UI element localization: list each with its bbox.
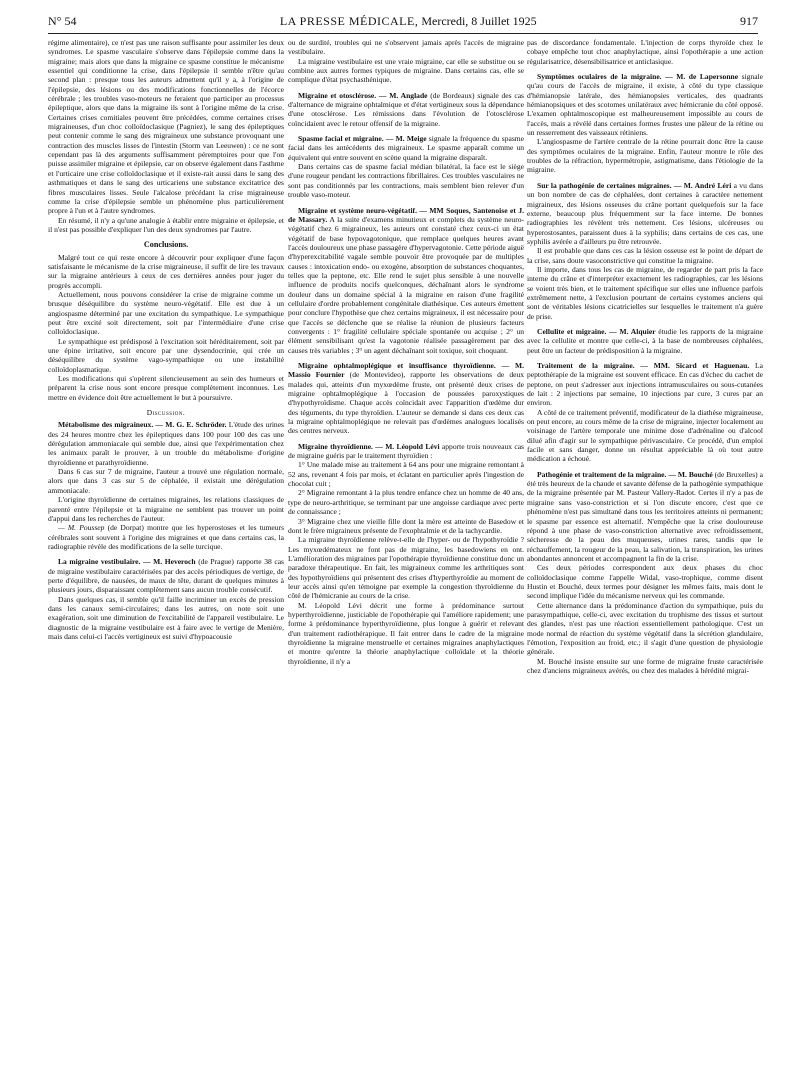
paragraph: M. Bouché insiste ensuite sur une forme de migraine fruste caractérisée chez d'anciens migraineux avérés, ou chez des malades à hérédité migrai- [527,656,763,675]
paragraph: M. Léopold Lévi décrit une forme à prédominance surtout hyperthyroïdienne, justiciable de l'opothérapie qui l'améliore rapidement; une forme à prédominance hyperthyroïdienne, plus longue à guérir et relevant d'un traitement radiothérapique. Il fait entrer dans le cadre de la migraine thyroïdienne la migraine menstruelle et certaines migraines anaphylactiques et montre qu'entre la théorie anaphylactique colloïdale et la théorie thyroïdienne, il n'y a [288,600,524,666]
paragraph: Cette alternance dans la prédominance d'action du sympathique, puis du parasympathique, celle-ci, avec excitation du trophisme des tissus et surtout des glandes, n'est pas une réaction essentiellement pathologique. C'est un mode normal de réaction du système végétatif dans la sécrétion glandulaire, l'émotion, l'exposition au froid, etc.; il s'agit d'une question de physiologie générale. [527,600,763,657]
paragraph: Dans certains cas de spasme facial médian bilatéral, la face est le siège d'une rougeur pendant les contractions fibrillaires. Ces troubles vasculaires ne sont pas conditionnés par les contractions, mais semblent bien relever d'un trouble vaso-moteur. [288,162,524,200]
paragraph-lead: Traitement de la migraine. — MM. Sicard et Haguenau. [537,361,750,370]
paragraph-lead: Spasme facial et migraine. — M. Meige [298,134,427,144]
paragraph-lead: La migraine vestibulaire. — M. Heveroch [58,557,196,567]
paragraph-lead: — M. Poussep [58,523,105,533]
journal-title: LA PRESSE MÉDICALE, [279,14,419,28]
paragraph: 1° Une malade mise au traitement à 64 ans pour une migraine remontant à 52 ans, revenant 4 fois par mois, et éclatant en particulier après l'ingestion de chocolat cuit ; [288,460,524,489]
paragraph: pas de discordance fondamentale. L'injection de corps thyroïde chez le cobaye empêche tout choc anaphylactique, ainsi l'opothérapie a une action régularisatrice, désensibilisatrice et anticlasique. [527,38,763,66]
paragraph [48,523,284,551]
paragraph [527,327,763,355]
paragraph: Le sympathique est prédisposé à l'excitation soit héréditairement, soit par une épine irritative, soit encore par une dysendocrinie, qui crée un déséquilibre du système vago-sympathique ou une instabilité colloïdoplasmatique. [48,336,284,374]
paragraph-body: (de Dorpat) montre que les hyperostoses et les tumeurs cérébrales sont souvent à l'origine des migraines et que dans certains cas, la radiographie révèle des modifications de la selle turcique. [48,523,285,551]
paragraph-body: A la suite d'examens minutieux et complets du système neuro-végétatif chez 6 migraineux, les auteurs ont constaté chez ceux-ci un état végétatif de base hypovagotonique, que remplace quelques heures avant l'accès douloureux une phase passagère d'hypervagotonie. Cette période aiguë d'hyperexcitabilité vagale semble pouvoir être provoquée par de multiples causes : intoxication endo- ou exogène, absorption de substances choquantes, telles que la peptone, etc. Elle rend le sujet plus sensible à une nouvelle influence de produits nocifs quelconques, déchaînant alors le syndrome douleur dans un domaine spécial à la migraine en raison d'une fragilité cellulaire d'ordre probablement congénitale diathésique. Ces auteurs émettent pour conclure l'hypothèse que chez certains migraineux, il est nécessaire pour que l'accès se déclenche que se réalise la réunion de plusieurs facteurs convergents : 1° fragilité cellulaire spéciale spontanée ou acquise ; 2° un élément sensibilisant qu'est la vagotonie réalisée passagèrement par des causes très variables ; 3° un agent déchaînant soit toxique, soit choquant. [288,214,525,355]
issue-date: Mercredi, 8 Juillet 1925 [421,14,537,28]
page-number: 917 [739,14,758,28]
paragraph [527,181,763,246]
journal-title-line [280,14,537,29]
paragraph-lead: Migraine thyroïdienne. — M. Léopold Lévi [298,441,440,451]
paragraph: Dans 6 cas sur 7 de migraine, l'auteur a trouvé une régulation normale, alors que dans 3 cas sur 5 de céphalée, il existait une dérégulation ammoniacale. [48,467,284,495]
paragraph: L'origine thyroïdienne de certaines migraines, les relations classiques de parenté entre l'épilepsie et la migraine ne semblent pas trouver un point d'appui dans les recherches de l'auteur. [48,495,284,523]
paragraph-lead: Métabolisme des migraineux. — M. G. E. Schröder. [58,420,227,430]
paragraph-lead: Symptômes oculaires de la migraine. — M. de Lapersonne [537,72,739,82]
paragraph: Ces deux périodes correspondent aux deux phases du choc colloïdoclasique comme l'appelle Widal, vaso-trophique, comme disent Hustin et Bouché, deux termes pour désigner les mêmes faits, mais dont le second implique l'idée du mécanisme nerveux qui les commande. [527,563,763,601]
paragraph-lead: Migraine et otosclérose. — M. Anglade [298,90,428,100]
paragraph-body: La peptothérapie de la migraine est souvent efficace. En cas d'échec du cachet de peptone, on peut s'adresser aux injections intramusculaires ou sous-cutanées de lait : 2 injections par semaine, 10 injections par cure, 3 cures par an environ. [527,361,763,408]
paragraph [288,442,524,461]
paragraph-lead: Sur la pathogénie de certaines migraines. — M. André Léri [537,180,732,190]
issue-number: N° 54 [48,14,77,28]
column-2 [288,38,524,666]
paragraph: A côté de ce traitement préventif, modificateur de la diathèse migraineuse, on peut encore, au cours même de la crise de migraine, injecter localement au voisinage de l'artère temporale une minime dose d'adrénaline ou d'alcool dilué afin d'agir sur le sympathique périvasculaire. Ce procédé, d'un emploi facile et sans danger, donne un résultat appréciable là où tout autre médication a échoué. [527,407,763,464]
paragraph [527,72,763,137]
paragraph [288,206,524,356]
paragraph-body: étudie les rapports de la migraine avec la cellulite et montre que celle-ci, à la base de nombreuses céphalées, peut être un facteur de prédisposition à la migraine. [527,326,763,355]
paragraph: 2° Migraine remontant à la plus tendre enfance chez un homme de 40 ans, type de neuro-arthritique, se terminant par une angoisse cardiaque avec perte de connaissance ; [288,488,524,517]
paragraph [288,361,524,436]
paragraph [288,91,524,128]
paragraph: régime alimentaire), ce n'est pas une raison suffisante pour assimiler les deux syndromes. Le spasme vasculaire s'observe dans l'épilepsie comme dans la migraine; mais alors que dans la migraine ce spasme constitue le mécanisme essentiel qui conditionne la crise, dans l'épilepsie il semble n'être qu'au second plan : presque tous les auteurs admettent qu'il y a, à l'origine de l'épilepsie, des lésions ou des modifications fonctionnelles de l'écorce cérébrale ; les troubles vaso-moteurs ne feraient que participer au processus épileptique, alors que dans la migraine ils sont à l'origine même de la crise. Certaines crises comitiales peuvent être précédées, comme certaines crises migraineuses, d'un choc colloïdoclasique (Pagniez), le sang des épileptiques peut contenir comme le sang des migraineux une substance provoquant une contraction des muscles lisses de l'intestin (Storm van Leeuwen) : ce ne sont cependant pas là des arguments suffisamment péremptoires pour que l'on puisse assimiler migraine et épilepsie, car on observe également dans l'asthme et l'urticaire une crise colloïdoclasique et il existe-rait aussi dans le sang des asthmatiques et dans le sang des urticariens une substance excitatrice des fibres musculaires lisses. Seule l'alcalose précédant la crise migraineuse comme la crise d'épilepsie semble un phénomène plus particulièrement propre à l'un et à l'autre syndromes. [48,38,284,216]
paragraph: 3° Migraine chez une vieille fille dont la mère est atteinte de Basedow et dont le frère migraineux présente de l'exophtalmie et de la tachycardie. [288,516,524,535]
paragraph-body: (de Bruxelles) a été très heureux de la chaude et savante défense de la pathogénie sympathique de la migraine présentée par M. Pasteur Vallery-Radot. Certes il n'y a pas de migraine sans vaso-constriction et si l'on discute encore, c'est que ce phénomène n'est pas simultané dans tous les territoires atteints ni permanent; le spasme par essence est alternatif. N'empêche que la crise douloureuse répond à une phase de vaso-constriction alternative avec refroidissement, sécheresse de la peau des muqueuses, urines rares, tandis que le réchauffement, la rougeur de la peau, la salivation, la transpiration, les urines abondantes annoncent et accompagnent la fin de la crise. [527,469,763,563]
paragraph: La migraine thyroïdienne relève-t-elle de l'hyper- ou de l'hypothyroïdie ? Les myxœdémateux ne font pas de migraine, les basedowiens en ont. L'amélioration des migraines par l'opothérapie thyroïdienne constitue donc un paradoxe thérapeutique. En fait, les migraineux comme les arthritiques sont des hypothyroïdiens qui présentent des crises d'hyperthyroïdie au moment de leur accès ainsi qu'en témoigne par exemple la congestion thyroïdienne du côté de l'hémicranie au cours de la crise. [288,535,524,601]
paragraph: Dans quelques cas, il semble qu'il faille incriminer un excès de pression dans les canaux semi-circulaires; dans les autres, on note soit une exagération, soit une diminution de l'excitabilité de l'appareil vestibulaire. Le diagnostic de la migraine vestibulaire est à faire avec le vertige de Menière, mais dans celui-ci l'accès vertigineux est suivi d'hypoacousie [48,594,284,641]
paragraph-body: apporte trois nouveaux cas de migraine guéris par le traitement thyroïdien : [288,441,524,461]
paragraph-lead: Migraine et système neuro-végétatif. — MM Soques, Santenoise et J. de Massary. [288,205,524,224]
paragraph-body: (de Bordeaux) signale des cas d'alternance de migraine ophtalmique et d'état vertigineux sous la dépendance d'une otosclérose. Les rémissions dans l'évolution de l'otosclérose coïncidaient avec le retour offensif de la migraine. [288,90,524,128]
column-3 [527,38,763,675]
paragraph [288,134,524,162]
section-heading-discussion: Discussion. [146,408,186,418]
paragraph: L'angiospasme de l'artère centrale de la rétine pourrait donc être la cause des symptômes oculaires de la migraine. Enfin, l'auteur montre le rôle des troubles de la réfraction, hypermétropie, astigmatisme, dans l'étiologie de la migraine. [527,137,763,175]
paragraph-lead: Migraine ophtalmoplégique et insuffisance thyroïdienne. — M. Massio Fournier [288,361,524,380]
paragraph: Actuellement, nous pouvons considérer la crise de migraine comme un brusque déséquilibre du système neuro-végétatif. Elle est due à un angiospasme déterminé par une excitation du sympathique. Le sympathique peut être excité soit directement, soit par l'intermédiaire d'une crise colloïdoclasique. [48,289,284,337]
paragraph-body: (de Montevideo), rapporte les observations de deux malades qui, atteints d'un myxœdème fruste, ont présenté deux crises de migraine ophtalmoplégique à l'occasion de poussées paroxystiques d'hypothyroïdisme. Chaque accès coïncidait avec l'apparition d'œdème dur des téguments, du type thyroïdien. L'auteur se demande si dans ces deux cas la migraine ophtalmoplégique ne relevait pas d'œdèmes analogues localisés des centres nerveux. [288,370,524,436]
section-heading-conclusions: Conclusions. [143,240,189,250]
paragraph-body: a vu dans un bon nombre de cas de céphalées, dont certaines à caractère nettement migraineux, des lésions osseuses du crâne portant quelquefois sur la face externe, beaucoup plus fréquemment sur la face interne. De bonnes radiographies les révèlent très nettement. Ces lésions, ulcéreuses ou hyperostosantes, paraissent dues à la syphilis; dans certains de ces cas, une syphilis avérée a d'ailleurs pu être retrouvée. [527,180,764,246]
paragraph [527,361,763,408]
paragraph [527,470,763,563]
paragraph-lead: Cellulite et migraine. — M. Alquier [537,326,656,336]
paragraph: Il est probable que dans ces cas la lésion osseuse est le point de départ de la crise, sans doute vasoconstrictive qui constitue la migraine. [527,246,763,265]
paragraph-body: L'étude des urines des 24 heures montre chez les épileptiques dans 100 pour 100 des cas une dérégulation ammoniacale qui semble due, ainsi que l'expérimentation chez les animaux paraît le prouver, à un trouble du métabolisme d'origine thyroïdienne et parathyroïdienne. [48,420,284,467]
paragraph-body: signale la fréquence du spasme facial dans les antécédents des migraineux. Le spasme apparaît comme un équivalent qui entre souvent en scène quand la migraine disparaît. [288,134,524,162]
paragraph: Il importe, dans tous les cas de migraine, de regarder de part pris la face interne du crâne et d'interpréter exactement les radiographies, car les lésions se voient très bien, et le traitement spécifique sur elles une influence parfois extrêmement nette, à l'exclusion pourtant de certains cystomes anciens qui sont de véritables lésions cicatricielles sur lesquelles le traitement n'a guère de prise. [527,264,763,321]
paragraph-body: (de Prague) rapporte 38 cas de migraine vestibulaire caractérisées par des accès périodiques de vertige, de perte d'équilibre, de nausées, de maux de tête, durant de quelques minutes à plusieurs jours, disparaissant complètement sans aucun trouble consécutif. [48,557,284,595]
paragraph: La migraine vestibulaire est une vraie migraine, car elle se substitue ou se combine aux autres formes typiques de migraine. Dans certains cas, elle se complique d'état psychasthénique. [288,56,524,85]
paragraph-body: signale qu'au cours de l'accès de migraine, il existe, à côté du type classique d'hémianopsie latérale, des hémianopsies verticales, des quadrants hémianopsiques et des scotomes unilatéraux avec hémicranie du côté opposé. L'examen ophtalmoscopique est malheureusement impossible au cours de l'accès, mais a révélé dans certaines formes frustes une pâleur de la rétine ou un resserrement des vaisseaux rétiniens. [527,72,763,138]
paragraph-lead: Pathogénie et traitement de la migraine. — M. Bouché [537,469,713,479]
paragraph [48,557,284,594]
column-1 [48,38,284,641]
paragraph: Les modifications qui s'opèrent silencieusement au sein des humeurs et préparent la crise nous sont encore presque complètement inconnues. Les mettre en évidence doit être actuellement le but à poursuivre. [48,374,284,402]
paragraph: ou de surdité, troubles qui ne s'observent jamais après l'accès de migraine vestibulaire. [288,38,524,57]
paragraph: En résumé, il n'y a qu'une analogie à établir entre migraine et épilepsie, et il n'est pas possible d'expliquer l'un des deux syndromes par l'autre. [48,215,284,234]
paragraph [48,420,284,467]
paragraph: Malgré tout ce qui reste encore à découvrir pour expliquer d'une façon satisfaisante le mécanisme de la crise migraineuse, il suffit de lire les travaux sur la migraine antérieurs à ceux de ces dernières années pour juger du progrès accompli. [48,252,284,290]
header-rule [48,33,758,34]
